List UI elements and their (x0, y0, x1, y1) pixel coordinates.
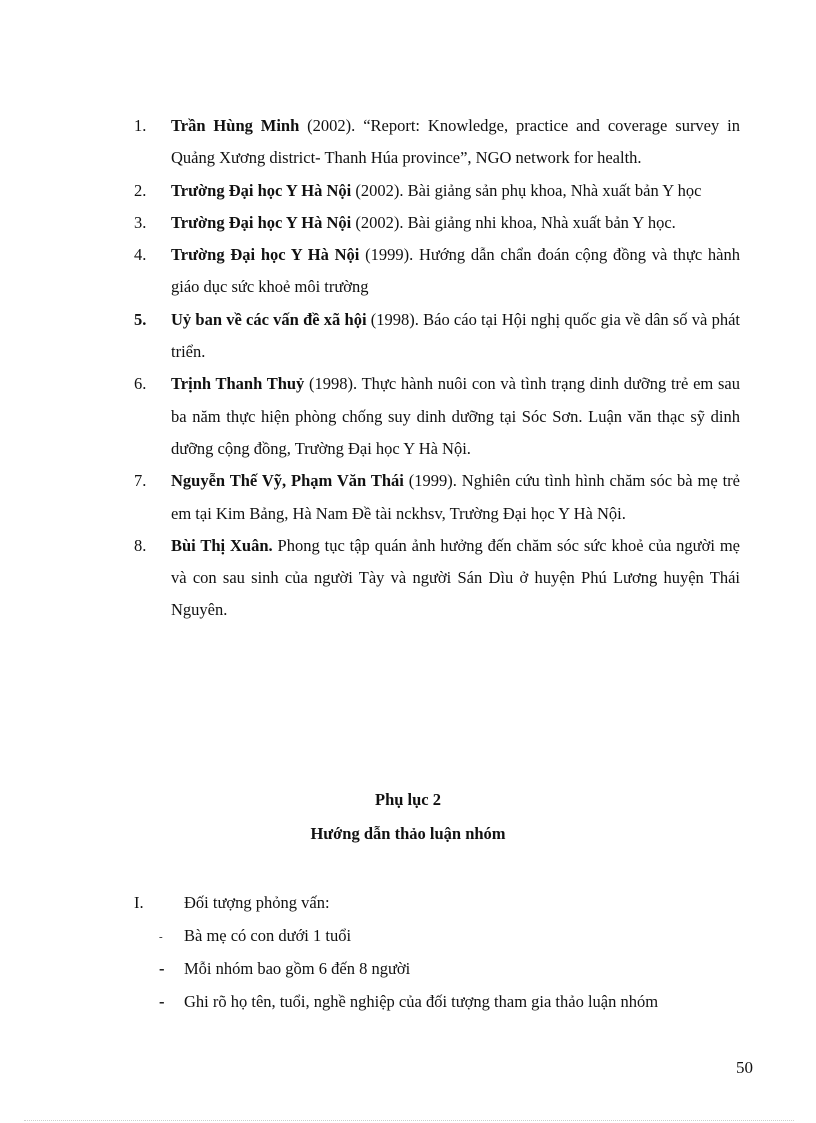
page-edge-divider (24, 1120, 794, 1121)
reference-item (134, 304, 740, 369)
reference-number: 3. (134, 212, 147, 232)
reference-author: Uỷ ban về các vấn đề xã hội (171, 309, 367, 329)
bullet-item (134, 985, 740, 1018)
reference-author: Trần Hùng Minh (171, 116, 300, 135)
bullet-dash: - (159, 931, 163, 943)
bullet-list (134, 919, 740, 1018)
bullet-dash: - (159, 992, 165, 1011)
bullet-text: Mỗi nhóm bao gồm 6 đến 8 người (184, 959, 411, 978)
appendix-number: Phụ lục 2 (374, 790, 442, 809)
reference-author: Trường Đại học Y Hà Nội (171, 212, 352, 232)
reference-text: (2002). Bài giảng sản phụ khoa, Nhà xuất bản Y học (351, 180, 702, 200)
appendix-title: Hướng dẫn thảo luận nhóm (310, 824, 506, 843)
reference-number: 5. (134, 309, 147, 329)
reference-item (134, 530, 740, 627)
reference-item (134, 175, 740, 207)
reference-number: 1. (134, 116, 147, 135)
reference-item (134, 465, 740, 530)
bullet-item (134, 919, 740, 952)
reference-text: (1999). Nghiên cứu tình hình chăm sóc bà mẹ trẻ em tại Kim Bảng, Hà Nam Đề tài nckhsv, Trường Đại học Y Hà Nội. (171, 471, 740, 523)
reference-item (134, 207, 740, 239)
reference-text: (2002). “Report: Knowledge, practice and coverage survey in Quảng Xương district- Thanh Húa province”, NGO network for health. (171, 116, 740, 168)
reference-text: (1999). Hướng dẫn chẩn đoán cộng đồng và thực hành giáo dục sức khoẻ môi trường (171, 245, 740, 297)
interview-subjects-section (134, 886, 740, 1018)
reference-number: 7. (134, 471, 147, 491)
section-roman-numeral: I. (134, 893, 144, 912)
reference-author: Trịnh Thanh Thuỷ (171, 374, 305, 394)
reference-number: 6. (134, 374, 147, 394)
section-heading-text: Đối tượng phỏng vấn: (184, 893, 330, 912)
reference-item (134, 368, 740, 465)
reference-text: Phong tục tập quán ảnh hưởng đến chăm sóc sức khoẻ của người mẹ và con sau sinh của người Tày và người Sán Dìu ở huyện Phú Lương huyện Thái Nguyên. (171, 535, 740, 620)
reference-list (134, 110, 740, 627)
reference-number: 4. (134, 245, 147, 265)
reference-text: (1998). Báo cáo tại Hội nghị quốc gia về dân số và phát triển. (171, 309, 740, 362)
reference-author: Bùi Thị Xuân. (171, 535, 273, 555)
page-number: 50 (736, 1058, 753, 1077)
reference-author: Nguyễn Thế Vỹ, Phạm Văn Thái (171, 471, 404, 491)
section-heading (134, 886, 740, 919)
reference-text: (2002). Bài giảng nhi khoa, Nhà xuất bản Y học. (351, 212, 676, 232)
bullet-text: Ghi rõ họ tên, tuổi, nghề nghiệp của đối tượng tham gia thảo luận nhóm (184, 992, 659, 1011)
bullet-dash: - (159, 959, 165, 978)
bullet-text: Bà mẹ có con dưới 1 tuổi (184, 926, 352, 945)
reference-number: 8. (134, 535, 147, 555)
reference-item (134, 239, 740, 304)
reference-text: (1998). Thực hành nuôi con và tình trạng dinh dưỡng trẻ em sau ba năm thực hiện phòng chống suy dinh dưỡng tại Sóc Sơn. Luận văn thạc sỹ dinh dưỡng cộng đồng, Trường Đại học Y Hà Nội. (171, 374, 740, 458)
reference-author: Trường Đại học Y Hà Nội (171, 245, 360, 265)
reference-item (134, 110, 740, 175)
reference-author: Trường Đại học Y Hà Nội (171, 180, 352, 200)
reference-number: 2. (134, 180, 147, 200)
bullet-item (134, 952, 740, 985)
